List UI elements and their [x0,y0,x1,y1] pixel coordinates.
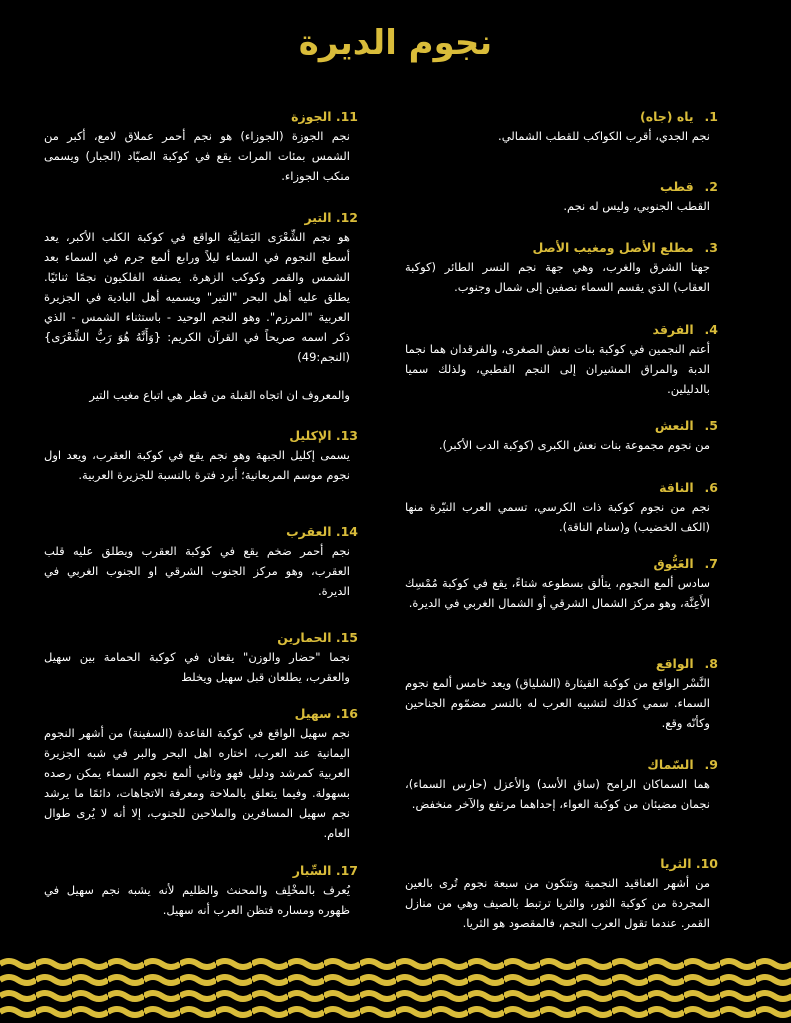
entry-heading: 14. العقرب [286,524,358,539]
star-entry-6 [405,479,718,555]
entry-heading: 10. الثريا [660,856,718,871]
star-entry-13 [44,427,358,523]
page-title: نجوم الديرة [298,23,493,63]
entry-heading: 16. سهيل [294,706,358,721]
entry-text: القطب الجنوبي، وليس له نجم. [563,199,710,213]
star-entry-10 [405,855,718,933]
entry-heading: 12. التير [304,210,358,225]
entry-text: يسمى إكليل الجبهة وهو نجم يقع في كوكبة العقرب، ويعد اول نجوم موسم المربعانية؛ أبرد فترة بالنسبة للجزيرة العربية. [44,448,350,482]
star-entry-7 [405,555,718,655]
entry-heading: 1. ياه (جاه) [640,109,718,124]
entry-text: أعتم النجمين في كوكبة بنات نعش الصغرى، والفرقدان هما نجما الدبة والمراق المشيران إلى النجم القطبي، ولذلك سميا بالدليلين. [405,342,710,396]
entry-text: نجم الجدي، أقرب الكواكب للقطب الشمالي. [498,129,710,143]
star-entry-17 [44,862,358,920]
star-entry-11 [44,108,358,209]
entry-heading: 8. الواقع [655,656,718,671]
star-entry-1 [405,108,718,178]
entry-text: يُعرف بالمخْلِف والمحنث والظليم لأنه يشبه نجم سهيل في ظهوره ومساره فتظن العرب أنه سهيل. [44,883,350,917]
entry-text: نجم أحمر ضخم يقع في كوكبة العقرب ويطلق عليه قلب العقرب، وهو مركز الجنوب الشرقي او الجنوب الغربي في الديرة. [44,544,350,598]
entry-heading: 15. الحمارين [277,630,358,645]
entry-heading: 3. مطلع الأصل ومغيب الأصل [532,240,718,255]
entry-heading: 11. الجوزة [291,109,358,124]
star-entry-15 [44,629,358,705]
entry-text: هو نجم الشِّعْرَى اليَمَانِيَّة الواقع في كوكبة الكلب الأكبر، يعد أسطع النجوم في السماء ليلاً ورابع ألمع جرم في السماء بعد الشمس والقمر وكوكب الزهرة. يصنفه الفلكيون نجمًا ثنائيًا. يطلق عليه أهل البحر "التير" ويسميه أهل البادية في الجزيرة العربية "المرزم". وهو النجم الوحيد - باستثناء الشمس - الذي ذكر اسمه صريحاً في القرآن الكريم: {وَأَنَّهُ هُوَ رَبُّ الشِّعْرَى} (النجم:49) [44,230,350,364]
entry-text: نجم سهيل الواقع في كوكبة القاعدة (السفينة) من أشهر النجوم اليمانية عند العرب، اختاره اهل البحر والبر في شبه الجزيرة العربية كمرشد ودليل فهو وثاني ألمع نجوم السماء يمكن رصده بسهولة. وفيما يتعلق بالملاحة ومعرفة الاتجاهات، دائمًا ما يرشد نجم سهيل المسافرين والملاحين للجنوب، إلا أنه لا يُرى طوال العام. [44,726,350,840]
entry-heading: 2. قطب [660,179,718,194]
entry-text: نجم من نجوم كوكبة ذات الكرسي، تسمي العرب النيّرة منها (الكف الخضيب) و(سنام الناقة). [405,500,710,534]
star-entry-2 [405,178,718,239]
entry-heading: 5. النعش [654,418,718,433]
entry-text: من نجوم مجموعة بنات نعش الكبرى (كوكبة الدب الأكبر). [438,438,710,452]
decorative-wave-band [0,956,791,1023]
entry-text: جهتا الشرق والغرب، وهي جهة نجم النسر الطائر (كوكبة العقاب) الذي يقسم السماء نصفين إلى شمال وجنوب. [405,260,710,294]
entry-text: نجما "حضار والوزن" يقعان في كوكبة الحمامة بين سهيل والعقرب، يطلعان قبل سهيل ويخلط [44,650,350,684]
star-entry-16 [44,705,358,862]
star-entry-3 [405,239,718,321]
entry-text: نجم الجوزة (الجوزاء) هو نجم أحمر عملاق لامع، أكبر من الشمس بمئات المرات يقع في كوكبة الصيّاد (الجبار) ويسمى منكب الجوزاء. [44,129,350,183]
entry-heading: 9. السّماك [647,757,718,772]
star-entry-14 [44,523,358,629]
entry-heading: 6. الناقة [659,480,718,495]
star-entry-12 [44,209,358,427]
star-entry-5 [405,417,718,479]
star-entry-4 [405,321,718,417]
entry-text: النَّسْر الواقع من كوكبة القيثارة (الشلياق) ويعد خامس ألمع نجوم السماء. سمي كذلك لتشبيه العرب له بالنسر مضمّوم الجناحين وكأنّه وقع. [405,676,710,730]
right-column [405,108,718,933]
wave-pattern [0,956,791,1023]
left-column [44,108,358,920]
entry-text: سادس ألمع النجوم، يتألق بسطوعه شتاءً، يقع في كوكبة مُمْسِك الأَعِنَّة، وهو مركز الشمال الشرقي أو الشمال الغربي في الديرة. [405,576,710,610]
entry-text: هما السماكان الرامح (ساق الأسد) والأعزل (حارس السماء)، نجمان مضيئان من كوكبة العواء، إحداهما مرتفع والآخر منخفض. [405,777,710,811]
star-entry-8 [405,655,718,756]
entry-note: والمعروف ان اتجاه القبلة من قطر هي اتباع مغيب التير [89,388,350,402]
entry-heading: 7. العَيُّوق [653,556,718,571]
star-entry-9 [405,756,718,855]
entry-heading: 13. الإكليل [289,428,358,443]
entry-heading: 17. السِّبار [292,863,358,878]
entry-text: من أشهر العناقيد النجمية وتتكون من سبعة نجوم تُرى بالعين المجردة من كوكبة الثور، والثريا ترتبط بالصيف وهي من منازل القمر. عندما تقول العرب النجم، فالمقصود هو الثريا. [405,876,710,930]
entry-heading: 4. الفرقد [652,322,718,337]
